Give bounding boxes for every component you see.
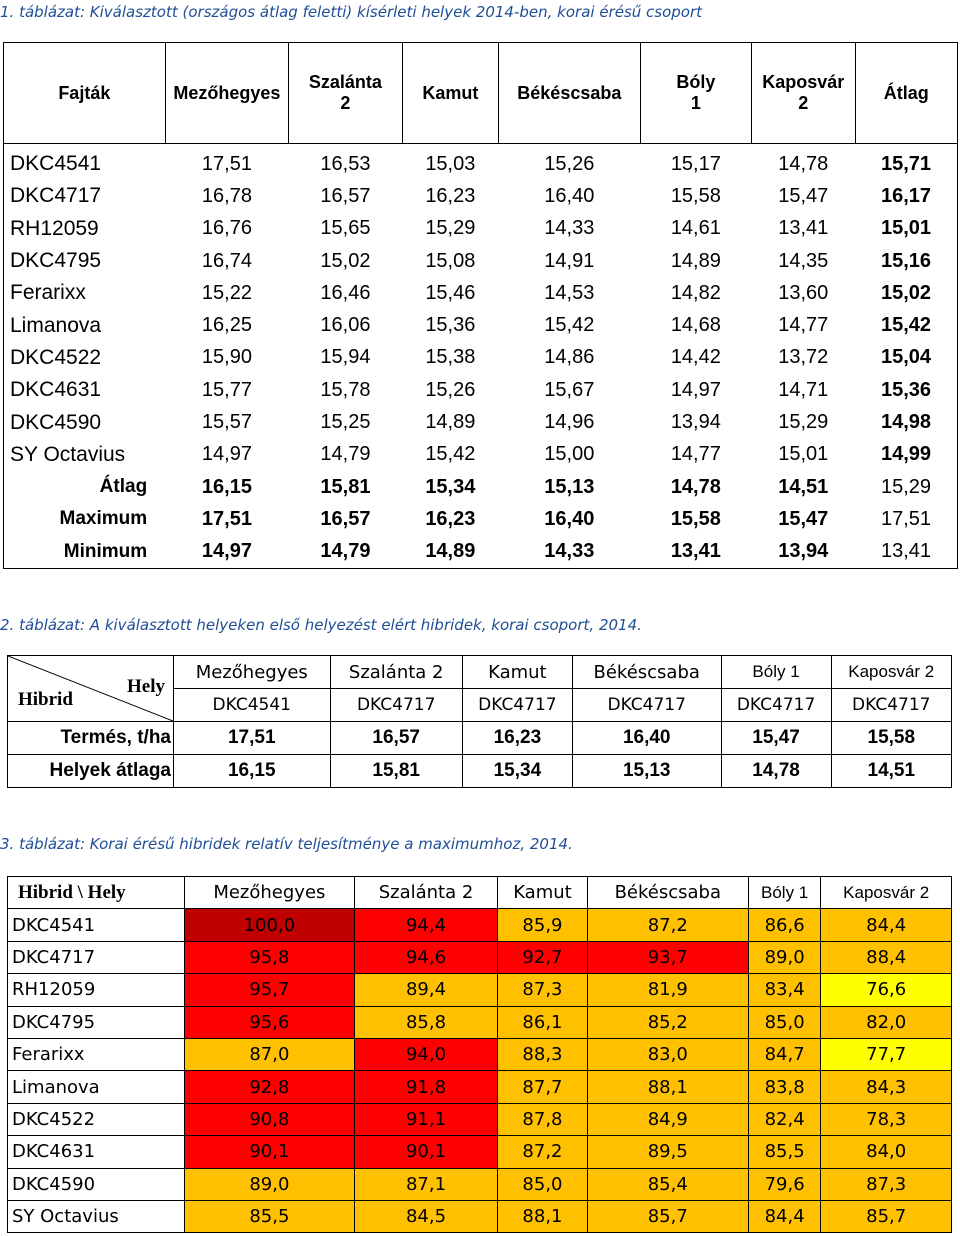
- relative-value-cell: 87,2: [498, 1136, 587, 1168]
- relative-value-cell: 86,6: [748, 909, 820, 941]
- table1-row: [4, 213, 958, 245]
- table2-caption: 2. táblázat: A kiválasztott helyeken első helyezést elért hibridek, korai csoport, 2014.: [0, 616, 642, 634]
- relative-value-cell: 81,9: [587, 974, 748, 1006]
- table2-value: 15,81: [330, 755, 462, 788]
- hybrid-name: DKC4631: [10, 378, 102, 402]
- table1-cell: 14,89: [670, 249, 721, 272]
- relative-value-cell: 77,7: [821, 1038, 952, 1070]
- table3-header-cell: Szalánta 2: [354, 877, 498, 909]
- hybrid-name: SY Octavius: [10, 442, 126, 466]
- table1-cell: 15,26: [544, 152, 595, 175]
- location-header: Békéscsaba: [572, 656, 721, 689]
- table3-row: [8, 1071, 952, 1103]
- hybrid-name: DKC4717: [8, 941, 185, 973]
- table1-cell: 15,58: [670, 507, 721, 530]
- table2-value: 14,78: [721, 755, 831, 788]
- table1-cell: 15,36: [880, 378, 932, 401]
- relative-value-cell: 82,0: [821, 1006, 952, 1038]
- hybrid-name: DKC4541: [10, 152, 102, 176]
- table1-cell: 16,46: [320, 281, 371, 304]
- relative-value-cell: 85,8: [354, 1006, 498, 1038]
- corner-label-hely: Hely: [127, 676, 165, 697]
- relative-value-cell: 83,0: [587, 1038, 748, 1070]
- relative-value-cell: 85,5: [185, 1200, 355, 1232]
- table1-cell: 13,41: [880, 540, 932, 563]
- relative-value-cell: 85,4: [587, 1168, 748, 1200]
- table1-cell: 15,29: [778, 411, 829, 434]
- table1-cell: 15,67: [544, 378, 595, 401]
- relative-value-cell: 82,4: [748, 1103, 820, 1135]
- table1-row: [4, 406, 958, 438]
- relative-value-cell: 85,7: [821, 1200, 952, 1232]
- table1-cell: 15,71: [880, 152, 932, 175]
- hybrid-name: DKC4522: [10, 345, 102, 369]
- relative-value-cell: 87,3: [498, 974, 587, 1006]
- table1-row: [4, 180, 958, 212]
- table3-row: [8, 909, 952, 941]
- relative-value-cell: 89,5: [587, 1136, 748, 1168]
- summary-label: Minimum: [63, 540, 148, 562]
- relative-value-cell: 84,4: [821, 909, 952, 941]
- table1-cell: 16,78: [201, 184, 252, 207]
- row-label: Termés, t/ha: [8, 722, 174, 755]
- relative-value-cell: 90,1: [185, 1136, 355, 1168]
- relative-value-cell: 86,1: [498, 1006, 587, 1038]
- relative-value-cell: 84,7: [748, 1038, 820, 1070]
- hybrid-name: RH12059: [8, 974, 185, 1006]
- relative-value-cell: 87,1: [354, 1168, 498, 1200]
- table1-cell: 14,79: [320, 443, 371, 466]
- table1-cell: 15,42: [544, 314, 595, 337]
- relative-value-cell: 84,0: [821, 1136, 952, 1168]
- location-header: Bóly 1: [721, 656, 831, 689]
- table2-value: 15,47: [721, 722, 831, 755]
- relative-value-cell: 90,8: [185, 1103, 355, 1135]
- table3-body: [8, 909, 952, 1233]
- relative-value-cell: 100,0: [185, 909, 355, 941]
- table1-cell: 15,03: [425, 152, 476, 175]
- table3-header-cell: Békéscsaba: [587, 877, 748, 909]
- table1-cell: 15,47: [778, 184, 829, 207]
- table1-cell: 15,25: [320, 411, 371, 434]
- table1-cell: 15,13: [544, 475, 595, 498]
- winner-hybrid: DKC4541: [174, 689, 331, 722]
- table1-cell: 15,01: [880, 217, 932, 240]
- relative-value-cell: 92,7: [498, 941, 587, 973]
- table3-caption: 3. táblázat: Korai érésű hibridek relatív teljesítménye a maximumhoz, 2014.: [0, 835, 573, 853]
- relative-value-cell: 76,6: [821, 974, 952, 1006]
- table1-cell: 15,46: [425, 281, 476, 304]
- relative-value-cell: 78,3: [821, 1103, 952, 1135]
- table1-row: [4, 277, 958, 309]
- table1-cell: 14,91: [544, 249, 595, 272]
- relative-value-cell: 89,4: [354, 974, 498, 1006]
- table1-cell: 16,57: [320, 507, 371, 530]
- table1-cell: 14,99: [880, 443, 932, 466]
- table1-cell: 15,16: [880, 249, 932, 272]
- table2-corner: [8, 656, 174, 722]
- relative-value-cell: 87,0: [185, 1038, 355, 1070]
- table1-cell: 14,77: [670, 443, 721, 466]
- table1-cell: 14,79: [320, 540, 371, 563]
- table1-summary-row: [4, 471, 958, 503]
- location-header: Mezőhegyes: [174, 656, 331, 689]
- table2-value: 16,57: [330, 722, 462, 755]
- table3-row: [8, 941, 952, 973]
- table1-cell: 15,81: [320, 475, 371, 498]
- table1-row: [4, 342, 958, 374]
- table2-value: 17,51: [174, 722, 331, 755]
- relative-value-cell: 87,8: [498, 1103, 587, 1135]
- corner-label-hibrid: Hibrid: [18, 689, 73, 710]
- table1-cell: 14,42: [670, 346, 721, 369]
- table1-cell: 15,29: [880, 475, 932, 498]
- relative-value-cell: 84,9: [587, 1103, 748, 1135]
- table1-row: [4, 439, 958, 471]
- relative-value-cell: 84,5: [354, 1200, 498, 1232]
- table2-value: 15,58: [831, 722, 951, 755]
- table3-corner: Hibrid \ Hely: [8, 877, 185, 909]
- table1-cell: 17,51: [201, 152, 252, 175]
- table1-cell: 14,82: [670, 281, 721, 304]
- table2-location-row: [8, 656, 952, 689]
- table1-header-cell: Bóly 1: [640, 43, 751, 144]
- relative-value-cell: 91,8: [354, 1071, 498, 1103]
- relative-value-cell: 92,8: [185, 1071, 355, 1103]
- table2-value: 15,13: [572, 755, 721, 788]
- table2-row: [8, 755, 952, 788]
- hybrid-name: Ferarixx: [10, 281, 86, 305]
- winner-hybrid: DKC4717: [330, 689, 462, 722]
- table1-cell: 16,23: [425, 507, 476, 530]
- table1-cell: 14,35: [778, 249, 829, 272]
- table1-cell: 15,02: [320, 249, 371, 272]
- winner-hybrid: DKC4717: [721, 689, 831, 722]
- table3: [7, 876, 952, 1233]
- table1-cell: 14,86: [544, 346, 595, 369]
- table1-cell: 15,47: [778, 507, 829, 530]
- table1-row: [4, 309, 958, 341]
- table1-cell: 14,61: [670, 217, 721, 240]
- table1-cell: 14,78: [778, 152, 829, 175]
- hybrid-name: Limanova: [10, 313, 102, 337]
- table1-cell: 13,72: [778, 346, 829, 369]
- table1-cell: 14,98: [880, 411, 932, 434]
- relative-value-cell: 83,4: [748, 974, 820, 1006]
- table3-row: [8, 1038, 952, 1070]
- hybrid-name: DKC4795: [10, 249, 102, 273]
- table1-cell: 15,94: [320, 346, 371, 369]
- relative-value-cell: 94,0: [354, 1038, 498, 1070]
- hybrid-name: DKC4717: [10, 184, 102, 208]
- table1-header-cell: Fajták: [4, 43, 166, 144]
- table1-cell: 15,78: [320, 378, 371, 401]
- relative-value-cell: 87,3: [821, 1168, 952, 1200]
- table1-row: [4, 148, 958, 180]
- table3-row: [8, 974, 952, 1006]
- relative-value-cell: 85,2: [587, 1006, 748, 1038]
- relative-value-cell: 89,0: [748, 941, 820, 973]
- table2-row: [8, 722, 952, 755]
- relative-value-cell: 95,8: [185, 941, 355, 973]
- relative-value-cell: 88,1: [587, 1071, 748, 1103]
- relative-value-cell: 91,1: [354, 1103, 498, 1135]
- table1-cell: 14,97: [670, 378, 721, 401]
- table1-caption: 1. táblázat: Kiválasztott (országos átlag feletti) kísérleti helyek 2014-ben, korai érésű csoport: [0, 3, 703, 21]
- table1-cell: 13,94: [778, 540, 829, 563]
- table1-cell: 14,89: [425, 540, 476, 563]
- table1-cell: 17,51: [880, 507, 932, 530]
- winner-hybrid: DKC4717: [572, 689, 721, 722]
- table1-cell: 15,65: [320, 217, 371, 240]
- table1-cell: 16,25: [201, 314, 252, 337]
- table1-cell: 15,26: [425, 378, 476, 401]
- table1-cell: 14,33: [544, 217, 595, 240]
- relative-value-cell: 94,6: [354, 941, 498, 973]
- table1-cell: 14,77: [778, 314, 829, 337]
- table1-header-row: [4, 43, 958, 144]
- table1-cell: 15,36: [425, 314, 476, 337]
- table1-header-cell: Mezőhegyes: [165, 43, 289, 144]
- table3-row: [8, 1136, 952, 1168]
- table1-cell: 14,33: [544, 540, 595, 563]
- table1-cell: 16,57: [320, 184, 371, 207]
- table3-header-cell: Kamut: [498, 877, 587, 909]
- table1-cell: 15,34: [425, 475, 476, 498]
- hybrid-name: DKC4541: [8, 909, 185, 941]
- table1-cell: 15,29: [425, 217, 476, 240]
- table1-cell: 15,04: [880, 346, 932, 369]
- table1-cell: 14,97: [201, 540, 252, 563]
- table1-cell: 13,94: [670, 411, 721, 434]
- relative-value-cell: 90,1: [354, 1136, 498, 1168]
- table1-cell: 16,15: [201, 475, 252, 498]
- hybrid-name: SY Octavius: [8, 1200, 185, 1232]
- table1-summary-row: [4, 536, 958, 569]
- table1-header-cell: Kamut: [402, 43, 498, 144]
- winner-hybrid: DKC4717: [462, 689, 572, 722]
- table1-cell: 14,96: [544, 411, 595, 434]
- relative-value-cell: 85,7: [587, 1200, 748, 1232]
- table1-cell: 15,17: [670, 152, 721, 175]
- relative-value-cell: 87,2: [587, 909, 748, 941]
- hybrid-name: Limanova: [8, 1071, 185, 1103]
- hybrid-name: DKC4590: [10, 410, 102, 434]
- relative-value-cell: 88,3: [498, 1038, 587, 1070]
- relative-value-cell: 88,4: [821, 941, 952, 973]
- table2-value: 14,51: [831, 755, 951, 788]
- table1-row: [4, 245, 958, 277]
- table1-cell: 13,60: [778, 281, 829, 304]
- relative-value-cell: 94,4: [354, 909, 498, 941]
- table1-cell: 15,58: [670, 184, 721, 207]
- location-header: Szalánta 2: [330, 656, 462, 689]
- winner-hybrid: DKC4717: [831, 689, 951, 722]
- table1-cell: 14,89: [425, 411, 476, 434]
- table1-cell: 16,40: [544, 184, 595, 207]
- relative-value-cell: 88,1: [498, 1200, 587, 1232]
- table1-cell: 16,76: [201, 217, 252, 240]
- table1-cell: 15,08: [425, 249, 476, 272]
- hybrid-name: RH12059: [10, 216, 99, 240]
- table1-cell: 16,23: [425, 184, 476, 207]
- relative-value-cell: 84,3: [821, 1071, 952, 1103]
- relative-value-cell: 85,5: [748, 1136, 820, 1168]
- table3-header-cell: Kaposvár 2: [821, 877, 952, 909]
- relative-value-cell: 85,0: [498, 1168, 587, 1200]
- table1-cell: 15,77: [201, 378, 252, 401]
- table2-value: 16,40: [572, 722, 721, 755]
- hybrid-name: DKC4795: [8, 1006, 185, 1038]
- table3-row: [8, 1103, 952, 1135]
- relative-value-cell: 95,7: [185, 974, 355, 1006]
- relative-value-cell: 89,0: [185, 1168, 355, 1200]
- hybrid-name: DKC4590: [8, 1168, 185, 1200]
- table1-body: [4, 148, 958, 568]
- table1-cell: 14,78: [670, 475, 721, 498]
- table1-cell: 14,53: [544, 281, 595, 304]
- table1-header-cell: Szalánta 2: [289, 43, 402, 144]
- table1-cell: 16,53: [320, 152, 371, 175]
- table1-cell: 15,90: [201, 346, 252, 369]
- table1-summary-row: [4, 503, 958, 535]
- table1-cell: 15,42: [425, 443, 476, 466]
- table1-cell: 16,06: [320, 314, 371, 337]
- summary-label: Maximum: [59, 508, 148, 530]
- table3-row: [8, 1168, 952, 1200]
- hybrid-name: DKC4522: [8, 1103, 185, 1135]
- table3-header-row: [8, 877, 952, 909]
- table1-cell: 15,01: [778, 443, 829, 466]
- relative-value-cell: 84,4: [748, 1200, 820, 1232]
- location-header: Kaposvár 2: [831, 656, 951, 689]
- table1-header-cell: Átlag: [855, 43, 958, 144]
- table1-cell: 15,38: [425, 346, 476, 369]
- table1-cell: 15,00: [544, 443, 595, 466]
- row-label: Helyek átlaga: [8, 755, 174, 788]
- table2-value: 15,34: [462, 755, 572, 788]
- table1-cell: 14,71: [778, 378, 829, 401]
- table3-header-cell: Bóly 1: [748, 877, 820, 909]
- table1-row: [4, 374, 958, 406]
- table1-cell: 15,22: [201, 281, 252, 304]
- table2-value: 16,15: [174, 755, 331, 788]
- table1-cell: 16,74: [201, 249, 252, 272]
- table1-cell: 14,97: [201, 443, 252, 466]
- table3-row: [8, 1006, 952, 1038]
- table1-cell: 16,17: [880, 184, 932, 207]
- table1: [3, 42, 958, 569]
- relative-value-cell: 83,8: [748, 1071, 820, 1103]
- table2-value: 16,23: [462, 722, 572, 755]
- table1-cell: 17,51: [201, 507, 252, 530]
- table1-header-cell: Békéscsaba: [499, 43, 641, 144]
- table3-header-cell: Mezőhegyes: [185, 877, 355, 909]
- table1-cell: 13,41: [670, 540, 721, 563]
- location-header: Kamut: [462, 656, 572, 689]
- relative-value-cell: 79,6: [748, 1168, 820, 1200]
- table1-header-cell: Kaposvár 2: [752, 43, 855, 144]
- table1-cell: 13,41: [778, 217, 829, 240]
- table1-cell: 14,51: [778, 475, 829, 498]
- relative-value-cell: 95,6: [185, 1006, 355, 1038]
- table1-cell: 16,40: [544, 507, 595, 530]
- table1-cell: 15,02: [880, 281, 932, 304]
- table2-body: [8, 722, 952, 788]
- hybrid-name: DKC4631: [8, 1136, 185, 1168]
- table1-cell: 15,42: [880, 314, 932, 337]
- table1-cell: 15,57: [201, 411, 252, 434]
- relative-value-cell: 87,7: [498, 1071, 587, 1103]
- relative-value-cell: 85,0: [748, 1006, 820, 1038]
- table2: [7, 655, 952, 788]
- hybrid-name: Ferarixx: [8, 1038, 185, 1070]
- relative-value-cell: 85,9: [498, 909, 587, 941]
- table3-row: [8, 1200, 952, 1232]
- summary-label: Átlag: [99, 476, 148, 498]
- table1-cell: 14,68: [670, 314, 721, 337]
- relative-value-cell: 93,7: [587, 941, 748, 973]
